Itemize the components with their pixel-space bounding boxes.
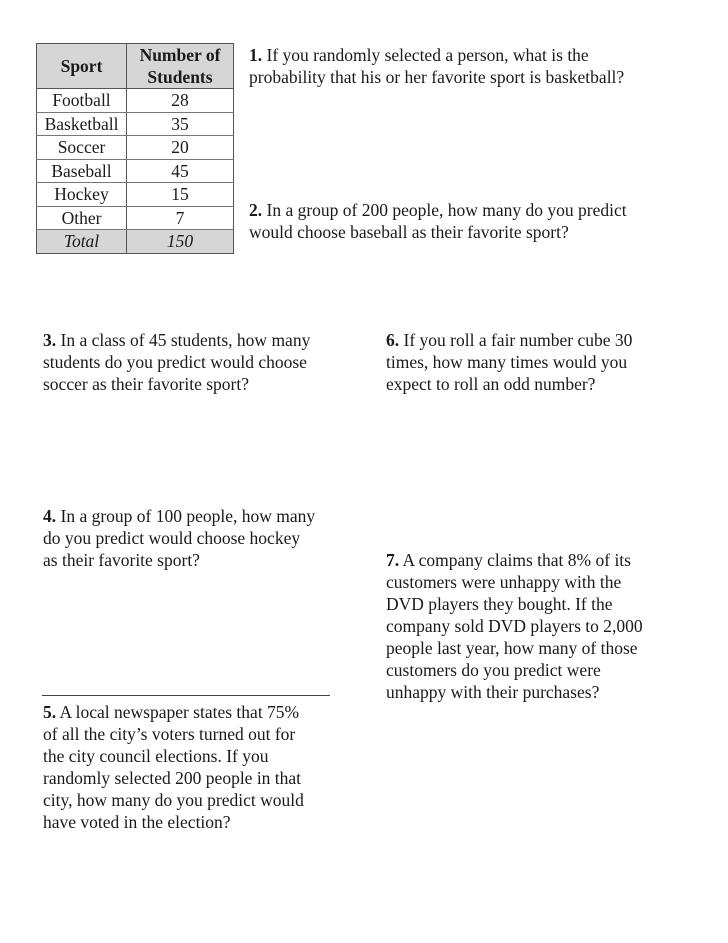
question-1 bbox=[249, 44, 719, 88]
question-line: as their favorite sport? bbox=[43, 550, 200, 570]
sport-cell: Other bbox=[37, 206, 127, 230]
table-header-row bbox=[37, 44, 234, 89]
header-sport-label: Sport bbox=[60, 55, 103, 76]
question-line bbox=[249, 199, 719, 221]
sport-cell: Hockey bbox=[37, 183, 127, 207]
question-line: people last year, how many of those bbox=[386, 638, 638, 658]
table-row bbox=[37, 112, 234, 136]
question-number: 6. bbox=[386, 330, 400, 350]
header-count-line1: Number of bbox=[139, 45, 221, 65]
question-line bbox=[386, 549, 716, 571]
sports-table bbox=[36, 43, 234, 254]
question-number: 1. bbox=[249, 45, 263, 65]
question-line bbox=[386, 329, 716, 351]
question-number: 3. bbox=[43, 330, 57, 350]
total-value: 150 bbox=[127, 230, 234, 254]
count-cell: 15 bbox=[127, 183, 234, 207]
question-number: 5. bbox=[43, 702, 57, 722]
question-line bbox=[249, 44, 719, 66]
question-text: In a class of 45 students, how many bbox=[60, 330, 311, 350]
header-count-line2: Students bbox=[147, 67, 213, 87]
question-5 bbox=[43, 701, 363, 833]
question-line bbox=[43, 701, 363, 723]
question-line: of all the city’s voters turned out for bbox=[43, 724, 296, 744]
question-line: have voted in the election? bbox=[43, 812, 231, 832]
question-2 bbox=[249, 199, 719, 243]
question-line: city, how many do you predict would bbox=[43, 790, 304, 810]
answer-divider-line bbox=[42, 695, 330, 696]
question-text: If you roll a fair number cube 30 bbox=[403, 330, 633, 350]
count-cell: 7 bbox=[127, 206, 234, 230]
question-line: company sold DVD players to 2,000 bbox=[386, 616, 643, 636]
question-number: 7. bbox=[386, 550, 400, 570]
question-line: customers were unhappy with the bbox=[386, 572, 622, 592]
count-cell: 35 bbox=[127, 112, 234, 136]
question-line: probability that his or her favorite sport is basketball? bbox=[249, 67, 625, 87]
question-line bbox=[43, 505, 363, 527]
question-text: A company claims that 8% of its bbox=[402, 550, 631, 570]
question-line: soccer as their favorite sport? bbox=[43, 374, 250, 394]
question-line: randomly selected 200 people in that bbox=[43, 768, 302, 788]
question-line: do you predict would choose hockey bbox=[43, 528, 301, 548]
question-text: If you randomly selected a person, what is the bbox=[266, 45, 589, 65]
question-line: times, how many times would you bbox=[386, 352, 628, 372]
question-number: 4. bbox=[43, 506, 57, 526]
header-sport bbox=[37, 44, 127, 89]
count-cell: 45 bbox=[127, 159, 234, 183]
question-line: expect to roll an odd number? bbox=[386, 374, 596, 394]
table-row bbox=[37, 206, 234, 230]
sport-cell: Basketball bbox=[37, 112, 127, 136]
question-7 bbox=[386, 549, 716, 703]
table-row bbox=[37, 183, 234, 207]
question-line: the city council elections. If you bbox=[43, 746, 269, 766]
question-text: In a group of 100 people, how many bbox=[60, 506, 316, 526]
header-number-of-students bbox=[127, 44, 234, 89]
question-number: 2. bbox=[249, 200, 263, 220]
count-cell: 20 bbox=[127, 136, 234, 160]
count-cell: 28 bbox=[127, 89, 234, 113]
question-3 bbox=[43, 329, 363, 395]
question-6 bbox=[386, 329, 716, 395]
question-4 bbox=[43, 505, 363, 571]
sport-cell: Football bbox=[37, 89, 127, 113]
question-line: students do you predict would choose bbox=[43, 352, 307, 372]
question-line: unhappy with their purchases? bbox=[386, 682, 600, 702]
sport-cell: Baseball bbox=[37, 159, 127, 183]
table-row bbox=[37, 136, 234, 160]
table-row bbox=[37, 159, 234, 183]
question-line: would choose baseball as their favorite sport? bbox=[249, 222, 569, 242]
question-line bbox=[43, 329, 363, 351]
table-row bbox=[37, 89, 234, 113]
question-text: In a group of 200 people, how many do you predict bbox=[266, 200, 627, 220]
sport-cell: Soccer bbox=[37, 136, 127, 160]
table-total-row bbox=[37, 230, 234, 254]
total-label: Total bbox=[37, 230, 127, 254]
question-line: DVD players they bought. If the bbox=[386, 594, 613, 614]
question-line: customers do you predict were bbox=[386, 660, 601, 680]
question-text: A local newspaper states that 75% bbox=[59, 702, 300, 722]
